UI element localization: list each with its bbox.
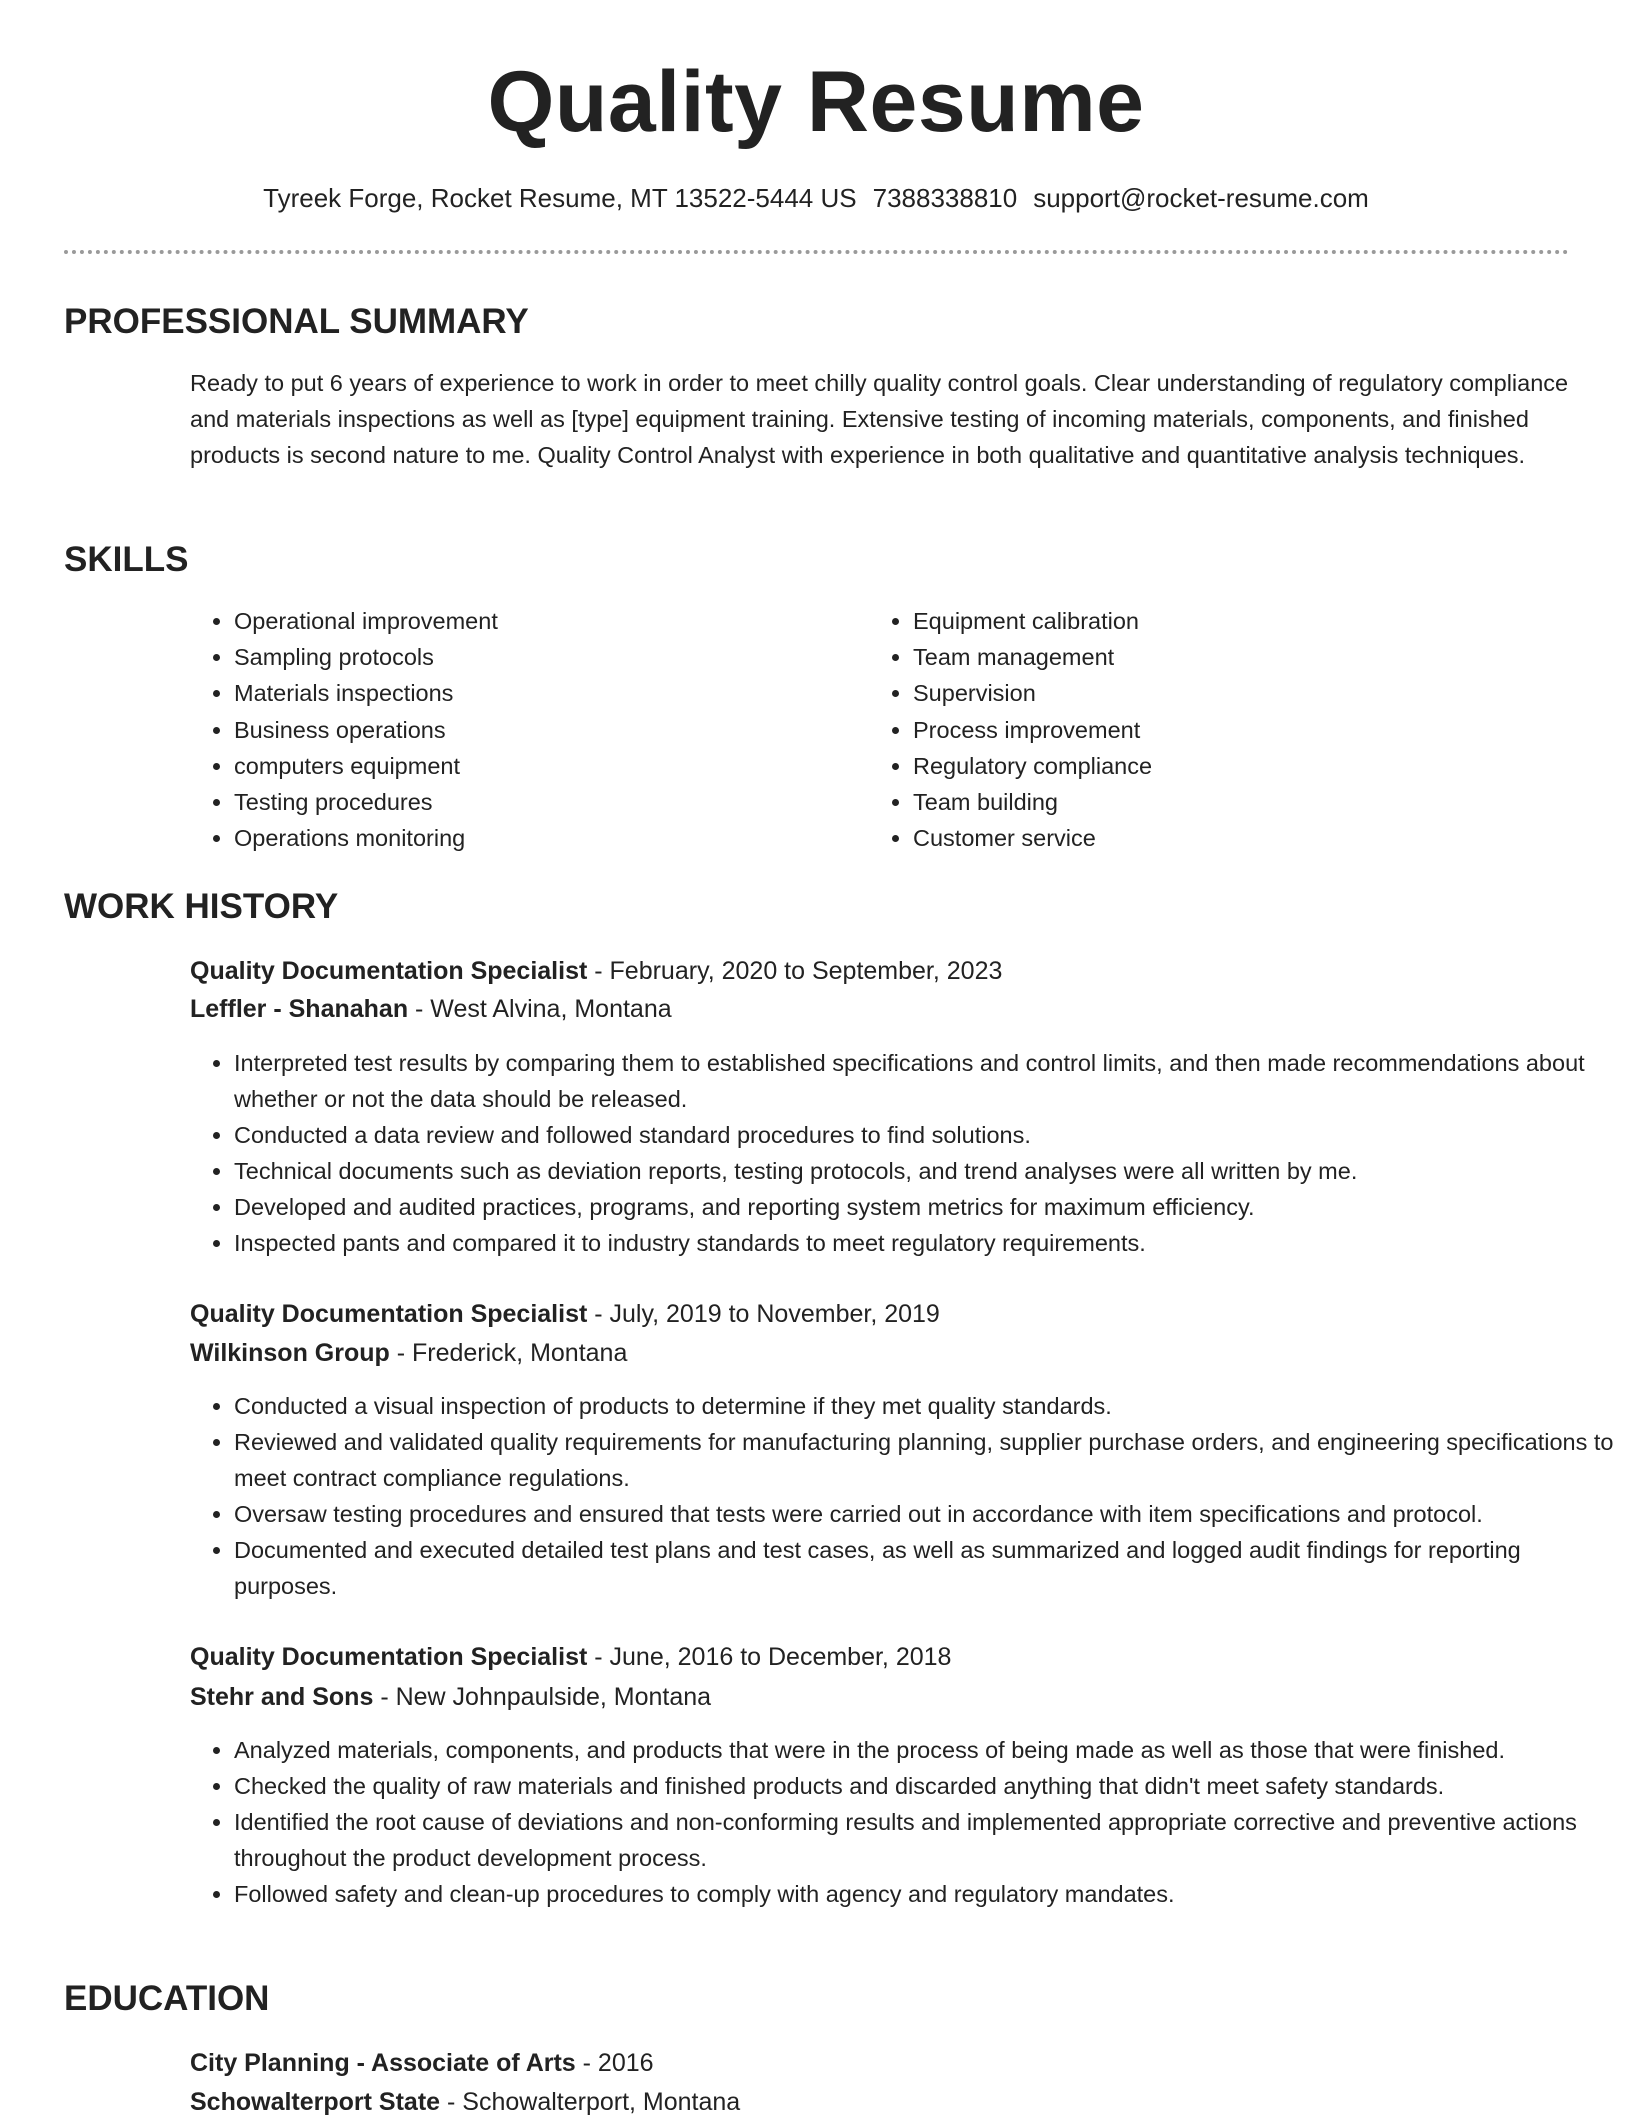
contact-email: support@rocket-resume.com	[1033, 183, 1369, 213]
education-degree-line	[190, 2045, 654, 2081]
job-company: Stehr and Sons	[190, 1683, 374, 1711]
job-bullets	[190, 1732, 1624, 1912]
skills-list-left	[190, 603, 498, 856]
job-location: - New Johnpaulside, Montana	[373, 1683, 712, 1711]
work-heading: WORK HISTORY	[64, 887, 339, 926]
list-item: • Oversaw testing procedures and ensured that tests were carried out in accordance with item specifications and protocol.	[234, 1496, 1624, 1532]
job-location: - West Alvina, Montana	[408, 995, 672, 1023]
education-year: - 2016	[575, 2049, 654, 2077]
education-school: Schowalterport State	[190, 2088, 441, 2116]
skill-item: • Materials inspections	[234, 675, 498, 711]
contact-phone: 7388338810	[872, 183, 1018, 213]
skills-list-right	[869, 603, 1152, 856]
list-item: • Conducted a visual inspection of products to determine if they met quality standards.	[234, 1388, 1624, 1424]
skill-item: • Team building	[913, 784, 1152, 820]
education-school-line	[190, 2084, 740, 2120]
job-dates: - July, 2019 to November, 2019	[587, 1300, 940, 1328]
skill-item: • Business operations	[234, 712, 498, 748]
job-company: Wilkinson Group	[190, 1339, 390, 1367]
skill-item: • Process improvement	[913, 712, 1152, 748]
list-item: • Documented and executed detailed test plans and test cases, as well as summarized and logged audit findings for reporting purposes.	[234, 1532, 1624, 1604]
job-title: Quality Documentation Specialist	[190, 957, 588, 985]
job-company-line	[190, 1335, 627, 1371]
skill-item: • Supervision	[913, 675, 1152, 711]
skill-item: • Operations monitoring	[234, 820, 498, 856]
skill-item: • Testing procedures	[234, 784, 498, 820]
header-divider	[64, 250, 1569, 254]
summary-text: Ready to put 6 years of experience to work in order to meet chilly quality control goals. Clear understanding of regulatory compliance and materials inspections as well as [type] equipment training. Extensive testing of incoming materials, components, and finished products is second nature to me. Quality Control Analyst with experience in both qualitative and quantitative analysis techniques.	[190, 370, 1569, 468]
job-title: Quality Documentation Specialist	[190, 1300, 588, 1328]
list-item: • Technical documents such as deviation reports, testing protocols, and trend analyses were all written by me.	[234, 1153, 1624, 1189]
list-item: • Conducted a data review and followed standard procedures to find solutions.	[234, 1117, 1624, 1153]
skill-item: • Customer service	[913, 820, 1152, 856]
list-item: • Followed safety and clean-up procedures to comply with agency and regulatory mandates.	[234, 1876, 1624, 1912]
list-item: • Inspected pants and compared it to industry standards to meet regulatory requirements.	[234, 1225, 1624, 1261]
skill-item: • Regulatory compliance	[913, 748, 1152, 784]
job-bullets	[190, 1388, 1624, 1604]
job-title-line	[190, 1639, 951, 1675]
contact-address: Tyreek Forge, Rocket Resume, MT 13522-5444 US	[263, 183, 857, 213]
list-item: • Reviewed and validated quality requirements for manufacturing planning, supplier purchase orders, and engineering specifications to meet contract compliance regulations.	[234, 1424, 1624, 1496]
skill-item: • Equipment calibration	[913, 603, 1152, 639]
contact-line	[0, 180, 1632, 216]
skills-heading: SKILLS	[64, 540, 189, 579]
job-title-line	[190, 953, 1002, 989]
job-company-line	[190, 1679, 711, 1715]
job-dates: - June, 2016 to December, 2018	[587, 1643, 952, 1671]
list-item: • Interpreted test results by comparing them to established specifications and control limits, and then made recommendations about whether or not the data should be released.	[234, 1045, 1624, 1117]
education-location: - Schowalterport, Montana	[440, 2088, 741, 2116]
skill-item: • Sampling protocols	[234, 639, 498, 675]
job-title-line	[190, 1296, 940, 1332]
education-degree: City Planning - Associate of Arts	[190, 2049, 576, 2077]
skill-item: • computers equipment	[234, 748, 498, 784]
resume-name: Quality Resume	[487, 54, 1145, 150]
job-company: Leffler - Shanahan	[190, 995, 409, 1023]
job-dates: - February, 2020 to September, 2023	[587, 957, 1003, 985]
job-company-line	[190, 991, 672, 1027]
skill-item: • Team management	[913, 639, 1152, 675]
list-item: • Identified the root cause of deviations and non-conforming results and implemented appropriate corrective and preventive actions throughout the product development process.	[234, 1804, 1624, 1876]
summary-heading: PROFESSIONAL SUMMARY	[64, 302, 529, 341]
skill-item: • Operational improvement	[234, 603, 498, 639]
job-location: - Frederick, Montana	[389, 1339, 628, 1367]
list-item: • Developed and audited practices, programs, and reporting system metrics for maximum efficiency.	[234, 1189, 1624, 1225]
job-title: Quality Documentation Specialist	[190, 1643, 588, 1671]
job-bullets	[190, 1045, 1624, 1261]
list-item: • Checked the quality of raw materials and finished products and discarded anything that didn't meet safety standards.	[234, 1768, 1624, 1804]
list-item: • Analyzed materials, components, and products that were in the process of being made as well as those that were finished.	[234, 1732, 1624, 1768]
education-heading: EDUCATION	[64, 1979, 270, 2018]
